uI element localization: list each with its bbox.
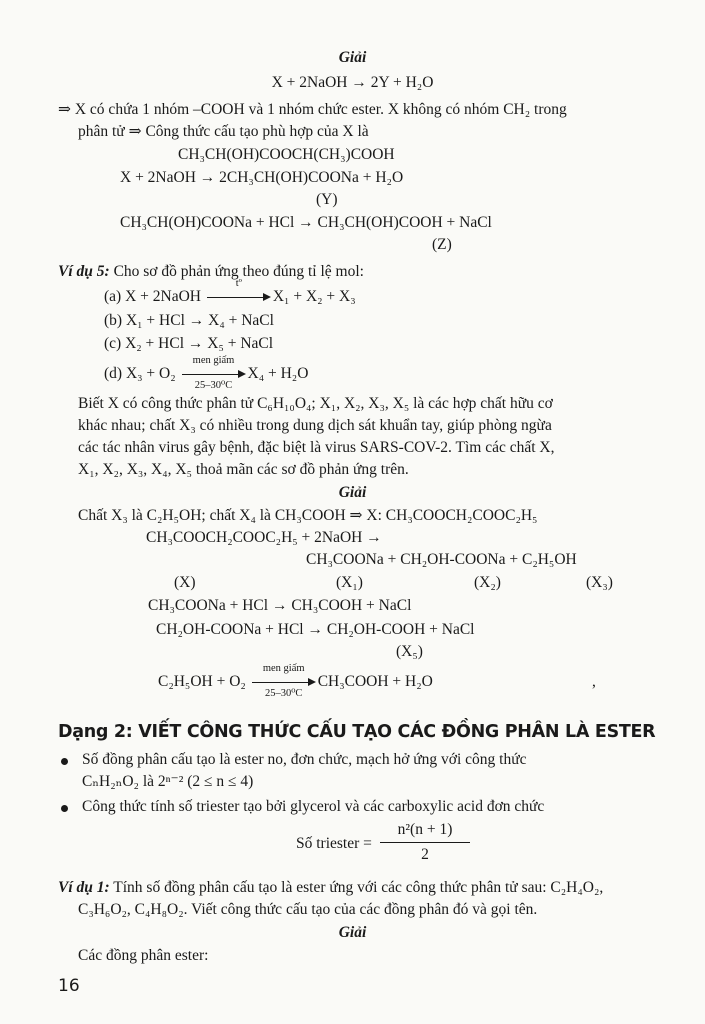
structure-x: CH₃CH(OH)COOCH(CH₃)COOH — [178, 146, 395, 163]
solution-line: C₂H₅OH + O₂ men giấm 25–30⁰C CH₃COOH + H₂O — [158, 663, 433, 699]
section-heading: Dạng 2: VIẾT CÔNG THỨC CẤU TẠO CÁC ĐỒNG PHÂN LÀ ESTER — [58, 722, 656, 742]
bullet-icon — [61, 805, 68, 812]
example5-intro: Ví dụ 5: Cho sơ đồ phản ứng theo đúng tỉ lệ mol: — [58, 263, 364, 280]
solution-line: CH₂OH-COONa + HCl → CH₂OH-COOH + NaCl — [156, 621, 475, 638]
label-x5: (X₅) — [396, 643, 423, 660]
formula-numerator: n²(n + 1) — [397, 821, 453, 838]
reaction-c: (c) X₂ + HCl → X₅ + NaCl — [104, 335, 274, 352]
reaction-arrow: men giấm 25–30⁰C — [180, 364, 248, 384]
desc-line: X₁, X₂, X₃, X₄, X₅ thoả mãn các sơ đồ phản ứng trên. — [78, 461, 409, 478]
solution-line: Chất X₃ là C₂H₅OH; chất X₄ là CH₃COOH ⇒ X: CH₃COOCH₂COOC₂H₅ — [78, 507, 538, 524]
formula-fraction — [380, 820, 470, 865]
desc-line: khác nhau; chất X₃ có nhiều trong dung dịch sát khuẩn tay, giúp phòng ngừa — [78, 417, 552, 434]
label-x2: (X₂) — [474, 574, 501, 591]
example5-label: Ví dụ 5: — [58, 263, 110, 280]
solution-heading: Giải — [338, 924, 367, 941]
label-y: (Y) — [316, 191, 338, 208]
reaction-b: (b) X₁ + HCl → X₄ + NaCl — [104, 312, 274, 329]
bullet-text: Công thức tính số triester tạo bởi glycerol và các carboxylic acid đơn chức — [82, 798, 545, 815]
fraction-bar — [380, 842, 470, 843]
reaction-arrow: tº — [205, 287, 273, 307]
solution-line: CH₃COOCH₂COOC₂H₅ + 2NaOH → — [146, 529, 382, 546]
reaction-main: X + 2NaOH → 2Y + H₂O — [271, 74, 434, 91]
formula-left: Số triester = — [296, 835, 372, 852]
solution-line: CH₃COONa + HCl → CH₃COOH + NaCl — [148, 597, 412, 614]
bullet-icon — [61, 758, 68, 765]
label-x: (X) — [174, 574, 196, 591]
reaction-hcl: CH₃CH(OH)COONa + HCl → CH₃CH(OH)COOH + NaCl — [120, 214, 492, 231]
label-z: (Z) — [432, 236, 452, 253]
formula-denominator: 2 — [421, 846, 429, 863]
reaction-a: (a) X + 2NaOH tº X₁ + X₂ + X₃ — [104, 278, 356, 305]
example1-line: C₃H₆O₂, C₄H₈O₂. Viết công thức cấu tạo của các đồng phân đó và gọi tên. — [78, 901, 538, 918]
explanation-line: phân tử ⇒ Công thức cấu tạo phù hợp của X là — [78, 123, 369, 140]
desc-line: Biết X có công thức phân tử C₆H₁₀O₄; X₁, X₂, X₃, X₅ là các hợp chất hữu cơ — [78, 395, 553, 412]
label-x3: (X₃) — [586, 574, 613, 591]
bullet-text: Số đồng phân cấu tạo là ester no, đơn chức, mạch hở ứng với công thức — [82, 751, 527, 768]
solution-line: CH₃COONa + CH₂OH-COONa + C₂H₅OH — [306, 551, 577, 568]
reaction-d: (d) X₃ + O₂ men giấm 25–30⁰C X₄ + H₂O — [104, 355, 309, 391]
explanation-line: ⇒ X có chứa 1 nhóm –COOH và 1 nhóm chức ester. X không có nhóm CH₂ trong — [58, 101, 567, 118]
example1-label: Ví dụ 1: — [58, 879, 110, 896]
page-number: 16 — [58, 976, 80, 996]
solution-line: Các đồng phân ester: — [78, 947, 209, 964]
bullet-text: CₙH₂ₙO₂ là 2ⁿ⁻² (2 ≤ n ≤ 4) — [82, 773, 254, 790]
reaction-arrow: men giấm 25–30⁰C — [250, 672, 318, 692]
example1-line: Ví dụ 1: Tính số đồng phân cấu tạo là ester ứng với các công thức phân tử sau: C₂H₄O₂, — [58, 879, 604, 896]
solution-heading: Giải — [338, 49, 367, 66]
label-x1: (X₁) — [336, 574, 363, 591]
solution-heading: Giải — [338, 484, 367, 501]
line-end-mark: , — [592, 673, 596, 690]
reaction-naoh: X + 2NaOH → 2CH₃CH(OH)COONa + H₂O — [120, 169, 404, 186]
desc-line: các tác nhân virus gây bệnh, đặc biệt là virus SARS-COV-2. Tìm các chất X, — [78, 439, 555, 456]
